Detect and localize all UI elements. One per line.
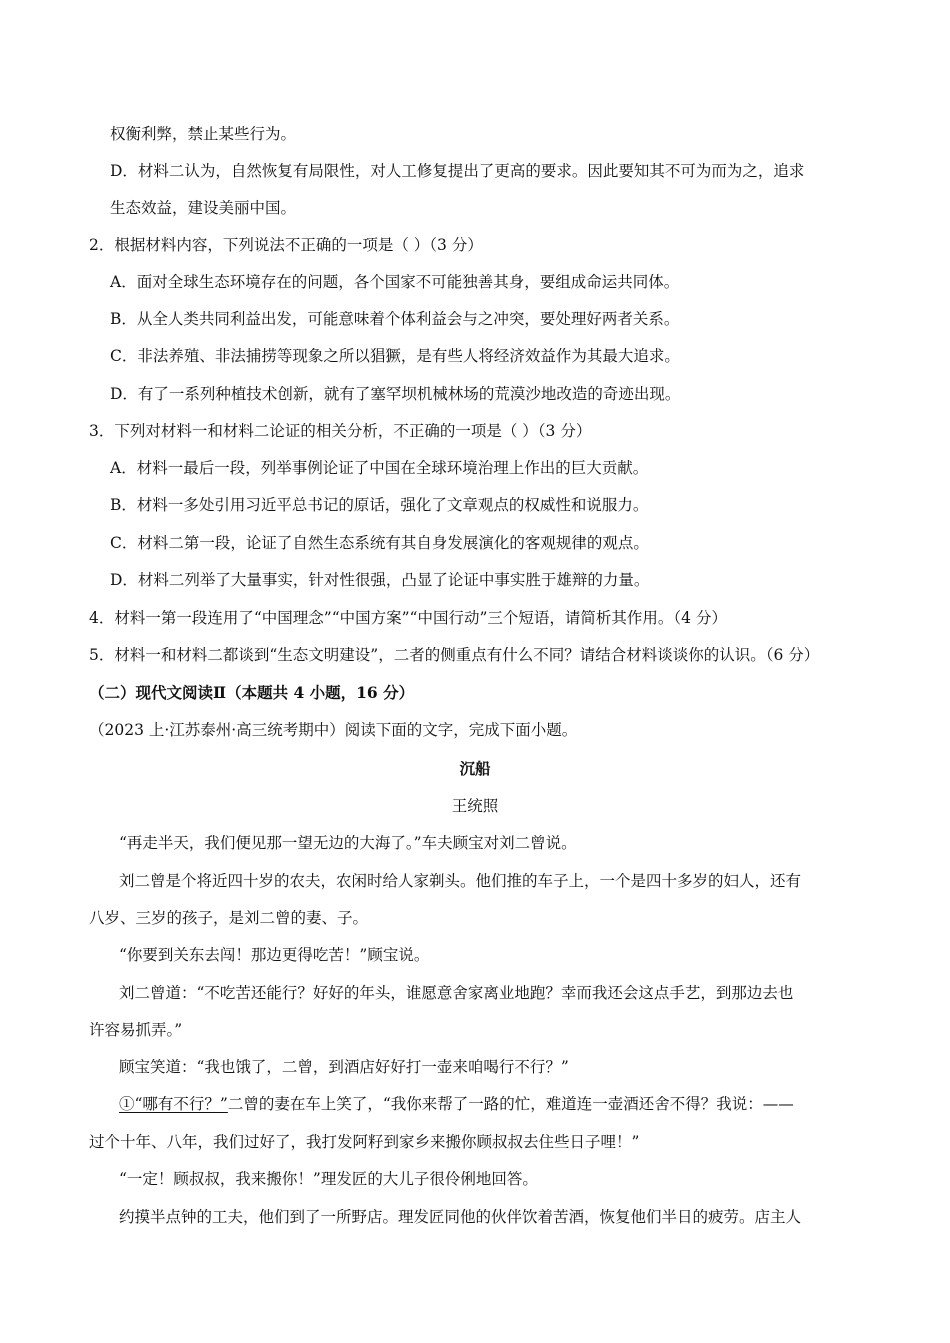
q2-option-d: D．有了一系列种植技术创新，就有了塞罕坝机械林场的荒漠沙地改造的奇迹出现。: [110, 385, 681, 403]
q2-option-a: A．面对全球生态环境存在的问题，各个国家不可能独善其身，要组成命运共同体。: [110, 273, 680, 291]
story-para-2-line2: 八岁、三岁的孩子，是刘二曾的妻、子。: [89, 909, 369, 927]
q3-option-a: A．材料一最后一段，列举事例论证了中国在全球环境治理上作出的巨大贡献。: [110, 459, 649, 477]
q2-option-c: C．非法养殖、非法捕捞等现象之所以猖獗，是有些人将经济效益作为其最大追求。: [110, 347, 680, 365]
story-para-2-line1: 刘二曾是个将近四十岁的农夫，农闲时给人家剃头。他们推的车子上，一个是四十多岁的妇人，还有: [119, 872, 802, 890]
story-title: 沉船: [459, 759, 491, 778]
q3-option-b: B．材料一多处引用习近平总书记的原话，强化了文章观点的权威性和说服力。: [110, 496, 649, 514]
story-para-8-line1: 约摸半点钟的工夫，他们到了一所野店。理发匠同他的伙伴饮着苦酒，恢复他们半日的疲劳。店主人: [119, 1208, 802, 1226]
q2-stem: 2．根据材料内容，下列说法不正确的一项是（ ）（3 分）: [89, 236, 483, 254]
story-para-4-line2: 许容易抓弄。”: [89, 1021, 183, 1039]
source-line: （2023 上·江苏泰州·高三统考期中）阅读下面的文字，完成下面小题。: [89, 721, 578, 739]
q1-option-d-line1: D．材料二认为，自然恢复有局限性，对人工修复提出了更高的要求。因此要知其不可为而为之，追求: [110, 162, 805, 180]
section-heading: （二）现代文阅读Ⅱ（本题共 4 小题，16 分）: [89, 683, 415, 702]
q5-stem: 5．材料一和材料二都谈到“生态文明建设”，二者的侧重点有什么不同？请结合材料谈谈你的认识。（6 分）: [89, 646, 820, 664]
story-para-1: “再走半天，我们便见那一望无边的大海了。”车夫顾宝对刘二曾说。: [119, 834, 577, 852]
q3-option-d: D．材料二列举了大量事实，针对性很强，凸显了论证中事实胜于雄辩的力量。: [110, 571, 650, 589]
q2-option-b: B．从全人类共同利益出发，可能意味着个体利益会与之冲突，要处理好两者关系。: [110, 310, 680, 328]
story-author: 王统照: [451, 797, 499, 815]
q1-option-c-tail: 权衡利弊，禁止某些行为。: [110, 125, 297, 143]
story-para-6-line2: 过个十年、八年，我们过好了，我打发阿籽到家乡来搬你顾叔叔去住些日子哩！”: [89, 1133, 640, 1151]
story-para-4-line1: 刘二曾道：“不吃苦还能行？好好的年头，谁愿意舍家离业地跑？幸而我还会这点手艺，到那边去也: [119, 984, 794, 1002]
q1-option-d-line2: 生态效益，建设美丽中国。: [110, 199, 297, 217]
q4-stem: 4．材料一第一段连用了“中国理念”“中国方案”“中国行动”三个短语，请简析其作用。（4 分）: [89, 609, 727, 627]
q3-stem: 3．下列对材料一和材料二论证的相关分析，不正确的一项是（ ）（3 分）: [89, 422, 592, 440]
story-para-6-line1: [119, 1093, 794, 1115]
q3-option-c: C．材料二第一段，论证了自然生态系统有其自身发展演化的客观规律的观点。: [110, 534, 649, 552]
story-para-6-rest: 二曾的妻在车上笑了，“我你来帮了一路的忙，难道连一壶酒还舍不得？我说：——: [227, 1095, 794, 1113]
underlined-sentence-1: ①“哪有不行？”: [119, 1095, 228, 1113]
story-para-3: “你要到关东去闯！那边更得吃苦！”顾宝说。: [119, 946, 430, 964]
story-para-7: “一定！顾叔叔，我来搬你！”理发匠的大儿子很伶俐地回答。: [119, 1170, 538, 1188]
story-para-5: 顾宝笑道：“我也饿了，二曾，到酒店好好打一壶来咱喝行不行？”: [119, 1058, 569, 1076]
